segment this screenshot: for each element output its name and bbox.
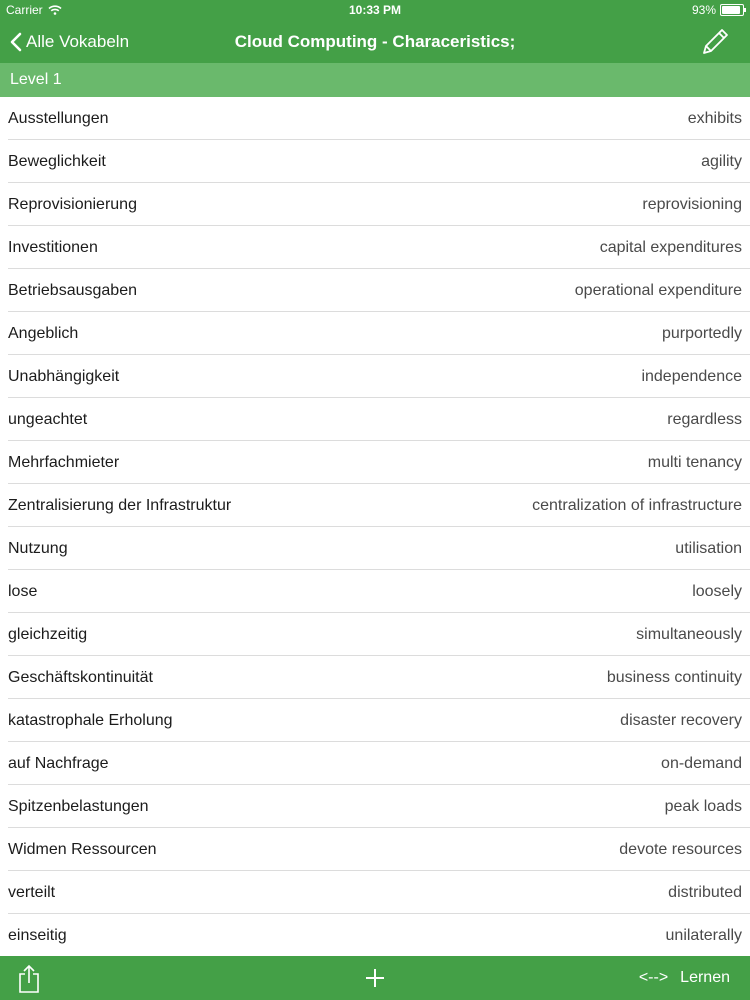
vocab-translation: utilisation xyxy=(675,539,742,557)
vocab-row[interactable] xyxy=(0,441,750,484)
vocab-row[interactable] xyxy=(0,613,750,656)
vocab-term: Angeblich xyxy=(8,324,79,342)
vocab-row[interactable] xyxy=(0,484,750,527)
plus-icon xyxy=(360,963,390,993)
vocab-translation: devote resources xyxy=(619,840,742,858)
section-header xyxy=(0,63,750,97)
vocab-term: Spitzenbelastungen xyxy=(8,797,149,815)
vocab-row[interactable] xyxy=(0,269,750,312)
vocab-term: Nutzung xyxy=(8,539,68,557)
vocab-translation: multi tenancy xyxy=(647,453,742,471)
vocab-row[interactable] xyxy=(0,828,750,871)
vocab-row[interactable] xyxy=(0,226,750,269)
vocab-translation: reprovisioning xyxy=(642,195,742,213)
vocab-row[interactable] xyxy=(0,699,750,742)
vocab-term: Investitionen xyxy=(8,238,98,256)
vocab-term: Reprovisionierung xyxy=(8,195,137,213)
vocab-term: Mehrfachmieter xyxy=(8,453,120,471)
navigation-bar xyxy=(0,20,750,63)
vocab-translation: independence xyxy=(641,367,742,385)
vocab-translation: distributed xyxy=(668,883,742,901)
vocab-row[interactable] xyxy=(0,742,750,785)
page-title: Cloud Computing - Characeristics; xyxy=(234,32,516,51)
vocab-row[interactable] xyxy=(0,527,750,570)
vocab-term: ungeachtet xyxy=(8,410,88,428)
battery-icon xyxy=(720,4,744,16)
vocab-row[interactable] xyxy=(0,140,750,183)
vocab-term: verteilt xyxy=(8,883,56,901)
vocab-row[interactable] xyxy=(0,656,750,699)
vocab-term: einseitig xyxy=(8,926,67,944)
vocab-term: lose xyxy=(8,582,38,600)
vocab-term: Unabhängigkeit xyxy=(8,367,120,385)
learn-button[interactable] xyxy=(639,956,730,1000)
vocab-translation: business continuity xyxy=(606,668,742,686)
vocab-row[interactable] xyxy=(0,785,750,828)
status-bar xyxy=(0,0,750,20)
vocab-term: Ausstellungen xyxy=(8,109,109,127)
learn-arrow: <--> xyxy=(638,969,669,986)
share-button[interactable] xyxy=(16,964,42,994)
back-button-label: Alle Vokabeln xyxy=(26,31,130,51)
edit-button[interactable] xyxy=(698,25,732,59)
section-title: Level 1 xyxy=(10,71,62,88)
chevron-left-icon xyxy=(10,32,22,52)
vocab-term: katastrophale Erholung xyxy=(8,711,173,729)
status-time: 10:33 PM xyxy=(348,3,402,17)
vocabulary-list xyxy=(0,97,750,956)
vocab-row[interactable] xyxy=(0,570,750,613)
vocab-row[interactable] xyxy=(0,398,750,441)
vocab-term: Geschäftskontinuität xyxy=(8,668,153,686)
vocab-translation: on-demand xyxy=(661,754,742,772)
vocab-term: Beweglichkeit xyxy=(8,152,106,170)
vocab-translation: unilaterally xyxy=(665,926,742,944)
back-button[interactable] xyxy=(10,20,129,63)
vocab-translation: loosely xyxy=(692,582,742,600)
carrier-label: Carrier xyxy=(6,3,43,17)
vocab-row[interactable] xyxy=(0,355,750,398)
vocab-term: Widmen Ressourcen xyxy=(8,840,157,858)
vocab-translation: peak loads xyxy=(664,797,742,815)
vocab-translation: simultaneously xyxy=(636,625,742,643)
vocab-term: Betriebsausgaben xyxy=(8,281,137,299)
vocab-translation: disaster recovery xyxy=(620,711,742,729)
pencil-icon xyxy=(698,25,732,59)
vocab-translation: exhibits xyxy=(687,109,742,127)
vocab-term: gleichzeitig xyxy=(8,625,88,643)
vocab-translation: capital expenditures xyxy=(599,238,742,256)
share-icon xyxy=(16,964,42,994)
battery-indicator xyxy=(692,3,744,17)
vocab-translation: centralization of infrastructure xyxy=(532,496,742,514)
vocab-term: auf Nachfrage xyxy=(8,754,109,772)
bottom-toolbar xyxy=(0,956,750,1000)
vocab-translation: agility xyxy=(701,152,742,170)
vocab-row[interactable] xyxy=(0,183,750,226)
add-button[interactable] xyxy=(360,963,390,993)
vocab-row[interactable] xyxy=(0,871,750,914)
vocab-row[interactable] xyxy=(0,312,750,355)
vocab-translation: regardless xyxy=(667,410,742,428)
battery-percent: 93% xyxy=(691,3,716,17)
vocab-row[interactable] xyxy=(0,97,750,140)
vocab-translation: purportedly xyxy=(661,324,742,342)
vocab-translation: operational expenditure xyxy=(574,281,742,299)
vocab-term: Zentralisierung der Infrastruktur xyxy=(8,496,232,514)
learn-label: Lernen xyxy=(680,969,730,986)
vocab-row[interactable] xyxy=(0,914,750,956)
